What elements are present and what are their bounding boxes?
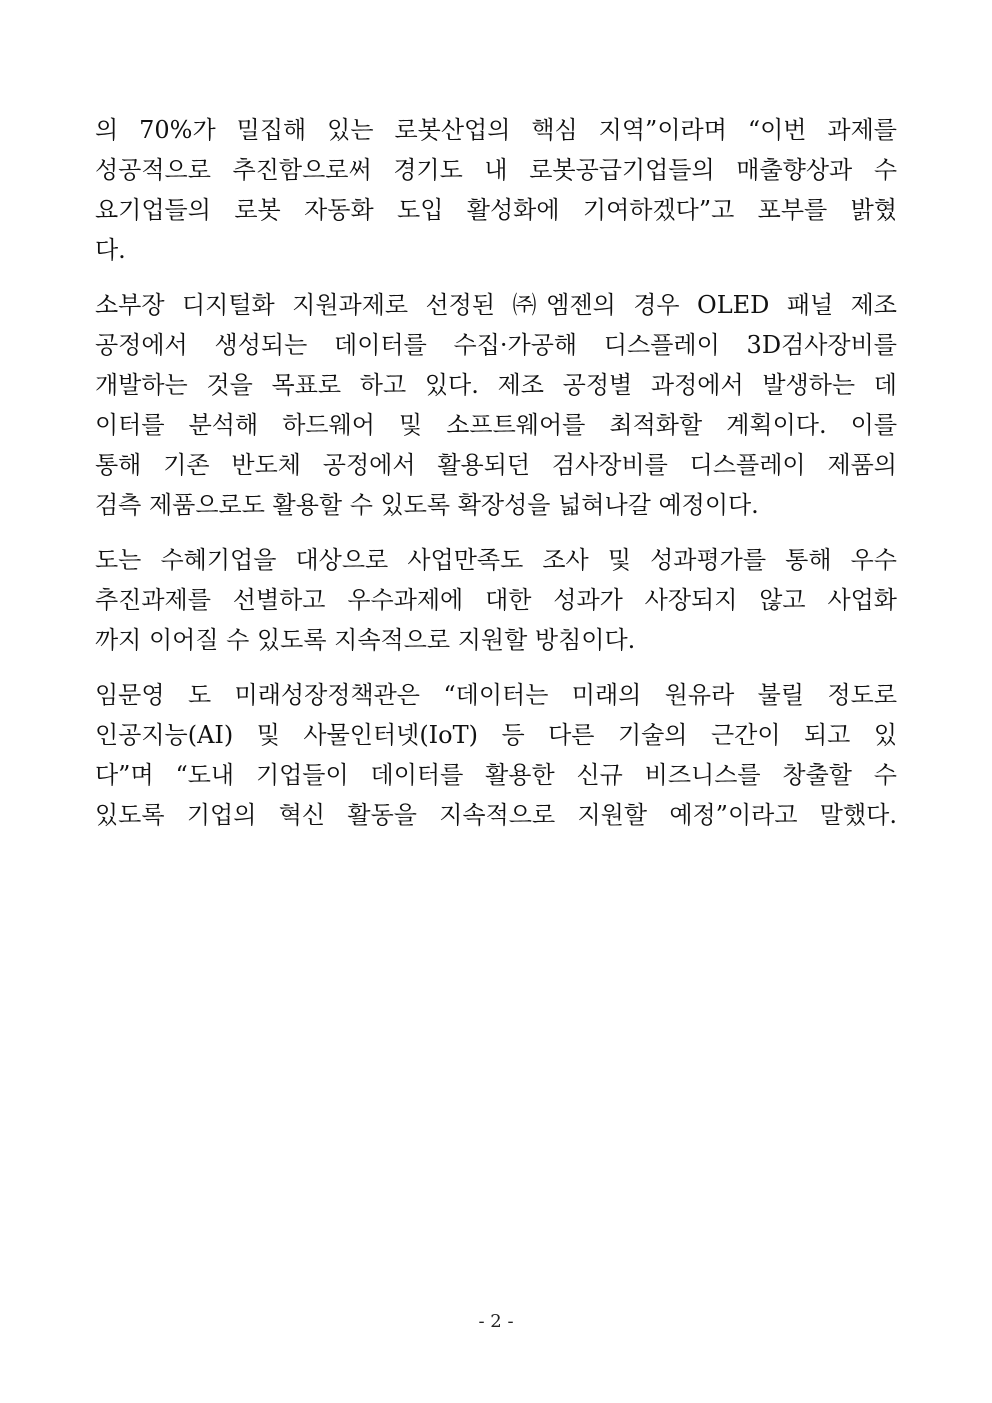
paragraph-robot-industry	[95, 110, 897, 270]
text-line: 추진과제를 선별하고 우수과제에 대한 성과가 사장되지 않고 사업화	[95, 586, 897, 614]
text-line: 다”며 “도내 기업들이 데이터를 활용한 신규 비즈니스를 창출할 수	[95, 761, 897, 789]
text-line: 소부장 디지털화 지원과제로 선정된 ㈜엠젠의 경우 OLED 패널 제조	[95, 291, 897, 319]
text-line: 다.	[95, 236, 126, 264]
text-line: 요기업들의 로봇 자동화 도입 활성화에 기여하겠다”고 포부를 밝혔	[95, 196, 897, 224]
document-body	[95, 110, 897, 850]
text-line: 통해 기존 반도체 공정에서 활용되던 검사장비를 디스플레이 제품의	[95, 451, 897, 479]
paragraph-mgen-project	[95, 285, 897, 525]
text-line: 있도록 기업의 혁신 활동을 지속적으로 지원할 예정”이라고 말했다.	[95, 801, 897, 829]
text-line: 의 70%가 밀집해 있는 로봇산업의 핵심 지역”이라며 “이번 과제를	[95, 116, 897, 144]
text-line: 개발하는 것을 목표로 하고 있다. 제조 공정별 과정에서 발생하는 데	[95, 371, 897, 399]
paragraph-official-quote	[95, 675, 897, 835]
paragraph-support-policy	[95, 540, 897, 660]
text-line: 성공적으로 추진함으로써 경기도 내 로봇공급기업들의 매출향상과 수	[95, 156, 897, 184]
text-line: 인공지능(AI) 및 사물인터넷(IoT) 등 다른 기술의 근간이 되고 있	[95, 721, 897, 749]
text-line: 까지 이어질 수 있도록 지속적으로 지원할 방침이다.	[95, 626, 636, 654]
text-line: 공정에서 생성되는 데이터를 수집·가공해 디스플레이 3D검사장비를	[95, 331, 897, 359]
text-line: 임문영 도 미래성장정책관은 “데이터는 미래의 원유라 불릴 정도로	[95, 681, 897, 709]
text-line: 이터를 분석해 하드웨어 및 소프트웨어를 최적화할 계획이다. 이를	[95, 411, 897, 439]
text-line: 도는 수혜기업을 대상으로 사업만족도 조사 및 성과평가를 통해 우수	[95, 546, 897, 574]
text-line: 검측 제품으로도 활용할 수 있도록 확장성을 넓혀나갈 예정이다.	[95, 491, 759, 519]
page-number: - 2 -	[478, 1311, 514, 1332]
